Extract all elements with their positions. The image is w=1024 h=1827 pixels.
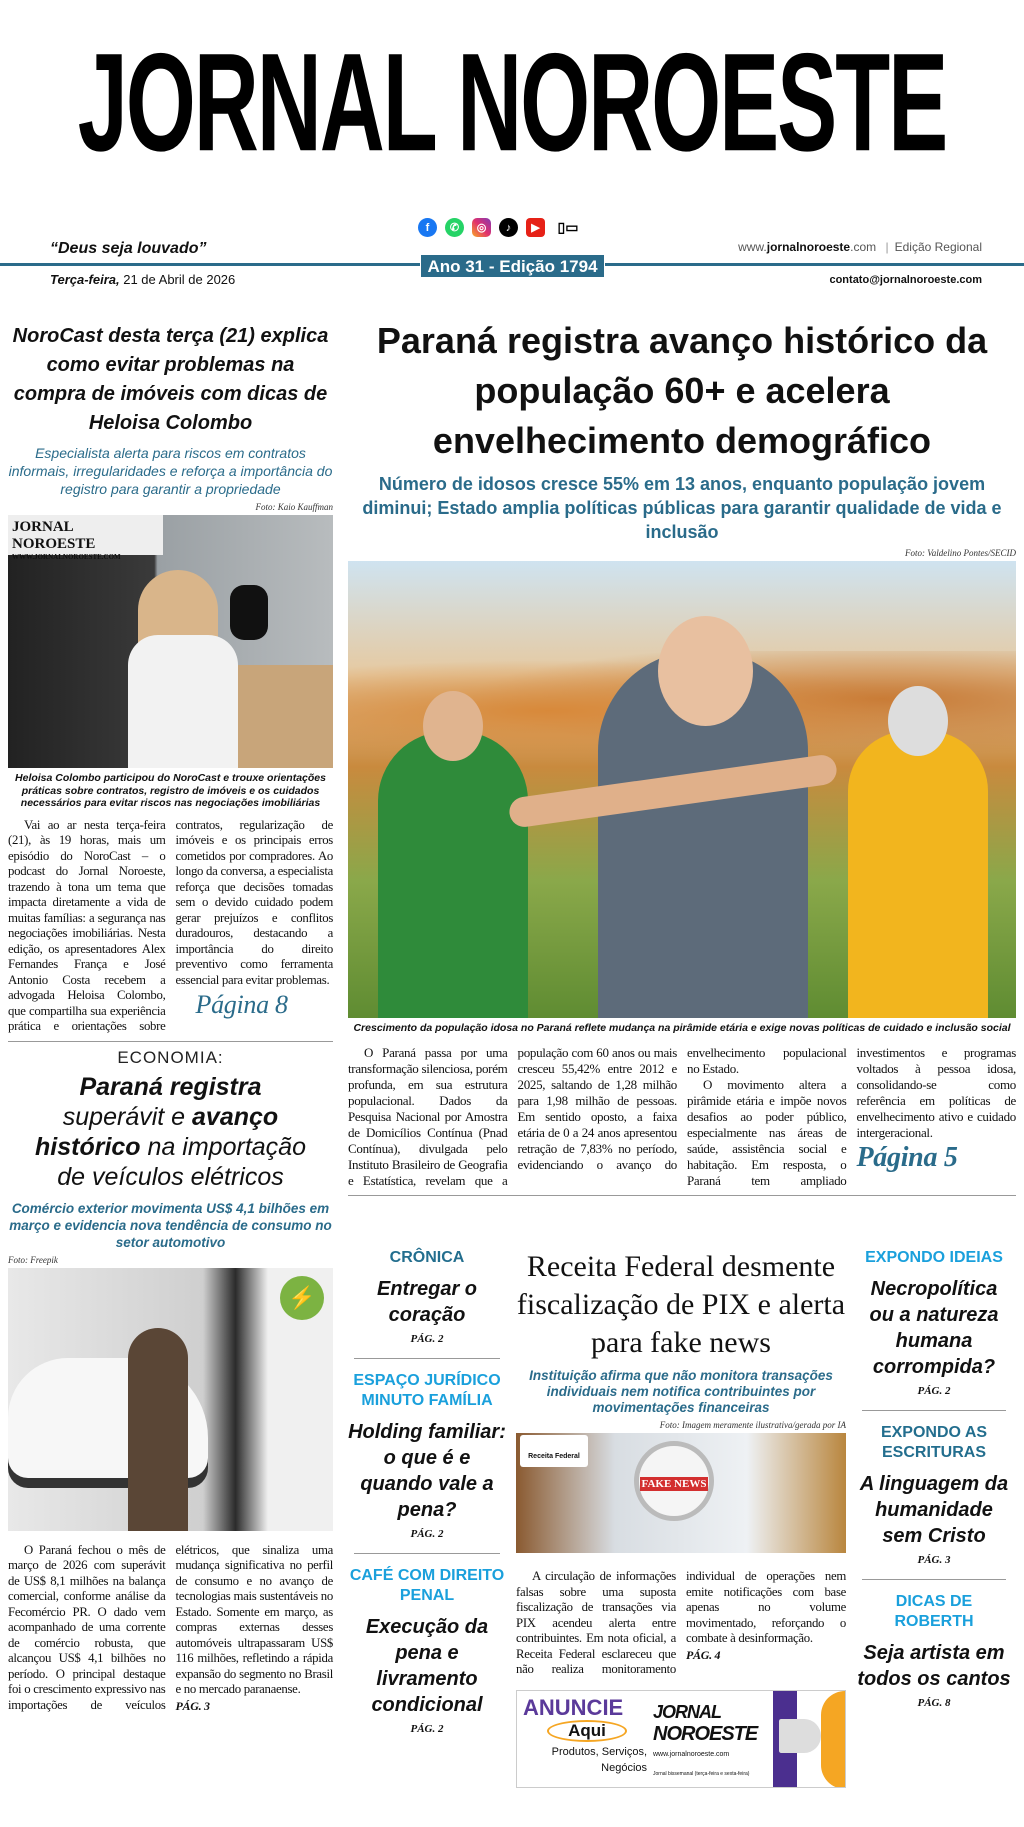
ad-line1: Produtos, Serviços,	[551, 1745, 647, 1758]
devices-icon: ▯▭	[557, 219, 579, 235]
desk	[238, 665, 333, 768]
guest-shirt	[128, 635, 238, 768]
teaser-title[interactable]: Holding familiar: o que é e quando vale a pena?	[348, 1421, 506, 1521]
divider	[8, 1041, 333, 1042]
photo-sign-title: JORNAL NOROESTE	[12, 519, 96, 552]
teaser-title[interactable]: Seja artista em todos os cantos	[857, 1642, 1011, 1690]
receita-headline[interactable]: Receita Federal desmente fiscalização de PIX e alerta para fake news	[516, 1250, 846, 1359]
economia-photo-credit: Foto: Freepik	[8, 1254, 58, 1265]
section-label: DICAS DE ROBERTH	[894, 1593, 974, 1630]
teaser-page[interactable]: PÁG. 8	[917, 1697, 951, 1709]
date-line	[50, 272, 235, 287]
column-left-teasers	[348, 1248, 506, 1736]
website-prefix: www.	[738, 240, 767, 254]
main-story	[348, 316, 1016, 1196]
headline-part: avanço	[192, 1102, 279, 1131]
photo-sign-url: WWW.JORNALNOROESTE.COM	[12, 553, 121, 561]
economia-page-link[interactable]: PÁG. 3	[175, 1698, 210, 1713]
norocast-photo-credit: Foto: Kaio Kauffman	[255, 502, 333, 512]
teaser-page[interactable]: PÁG. 2	[410, 1528, 444, 1540]
economia-photo	[8, 1268, 333, 1531]
head	[888, 686, 948, 756]
ad-brand	[653, 1701, 757, 1745]
receita-subhead: Instituição afirma que não monitora transações individuais nem notifica contribuintes por movimentações financeiras	[529, 1368, 833, 1415]
main-body-text: O Paraná passa por uma transformação silenciosa, porém profunda, em sua estrutura populacional. Dados da Pesquisa Nacional por Amostra de Domicílios Contínua (Pnad Contínua), divulgada pelo Instituto Brasileiro de Geografia e Estatística, revelam que a população com 60 anos ou mais cresceu 55,42% entre 2012 e 2025, saltando de 1,28 milhão para 1,98 milhão de pessoas. Em sentido oposto, a faixa etária de 0 a 24 anos apresentou retração de 7,83% no período, evidenciando o avanço do envelhecimento populacional no Estado.	[348, 1044, 847, 1188]
ad-url: www.jornalnoroeste.com	[653, 1750, 730, 1758]
divider	[354, 1553, 500, 1554]
megaphone-icon	[779, 1719, 821, 1753]
main-headline[interactable]: Paraná registra avanço histórico da população 60+ e acelera envelhecimento demográfico	[376, 320, 988, 461]
economia-subhead: Comércio exterior movimenta US$ 4,1 bilhões em março e evidencia nova tendência de consumo no setor automotivo	[9, 1200, 332, 1250]
ad-accent	[821, 1691, 845, 1788]
teaser-page[interactable]: PÁG. 2	[410, 1723, 444, 1735]
head	[423, 691, 483, 761]
norocast-body-text: Vai ao ar nesta terça-feira (21), às 19 horas, mais um episódio do NoroCast – o podcast do Jornal Noroeste, trazendo à tona um tema que impacta diretamente a vida de muitas famílias: a segurança nas negociações imobiliárias. Nesta edição, os apresentadores Alex Fernandes França e José Antonio Costa recebem a advogada Heloisa Colombo, que compartilha sua experiência prática e orientações sobre contratos, regularização de imóveis e os principais erros cometidos por compradores. Ao longo da conversa, a especialista reforça que decisões tomadas sem o devido cuidado podem gerar prejuízos e conflitos duradouros, destacando a importância do direito preventivo como ferramenta essencial para evitar problemas.	[8, 817, 333, 1033]
headline-part: Paraná registra	[79, 1072, 262, 1101]
receita-body-text: A circulação de informações falsas sobre uma suposta fiscalização de transações via PIX acendeu alerta entre contribuintes. Em nota oficial, a Receita Federal esclareceu que não realiza monitoramento individual de operações nem emite notificações com base apenas no volume movimentado, reforçando o combate à desinformação.	[516, 1569, 846, 1676]
main-body-text: O movimento altera a pirâmide etária e impõe novos desafios ao poder público, especialmente nas áreas de saúde, assistência social e habitação. Em resposta, o Paraná tem ampliado investimentos e programas voltados à pessoa idosa, consolidando-se como referência em políticas de envelhecimento ativo e cuidado intergeracional.	[687, 1044, 1016, 1188]
headline-part: superávit e	[62, 1102, 186, 1131]
edition-type: Edição Regional	[894, 240, 982, 254]
norocast-caption: Heloisa Colombo participou do NoroCast e trouxe orientações práticas sobre contratos, registro de imóveis e os cuidados necessários para evitar riscos nas negociações imobiliárias	[15, 772, 326, 809]
teaser-title[interactable]: A linguagem da humanidade sem Cristo	[859, 1473, 1009, 1547]
divider	[354, 1358, 500, 1359]
separator: |	[885, 240, 889, 254]
economia-body	[8, 1543, 333, 1714]
teaser-title[interactable]: Entregar o coração	[376, 1278, 478, 1326]
left-column	[8, 322, 333, 1714]
advertisement-banner[interactable]	[516, 1690, 846, 1788]
receita-photo	[516, 1433, 846, 1553]
receita-logo: Receita Federal	[520, 1435, 588, 1467]
divider	[862, 1579, 1006, 1580]
ad-line2: Negócios	[601, 1761, 647, 1774]
divider	[348, 1195, 1016, 1196]
teaser-title[interactable]: Necropolítica ou a natureza humana corrompida?	[869, 1278, 999, 1378]
norocast-page-link[interactable]: Página 8	[195, 990, 288, 1019]
instagram-icon[interactable]: ◎	[472, 218, 491, 237]
lower-section	[348, 1248, 1016, 1788]
section-label: EXPONDO IDEIAS	[865, 1249, 1003, 1266]
main-subhead: Número de idosos cresce 55% em 13 anos, enquanto população jovem diminui; Estado amplia políticas públicas para garantir qualidade de vida e inclusão	[362, 474, 1002, 542]
divider	[862, 1410, 1006, 1411]
social-icons	[418, 218, 583, 237]
ad-title: ANUNCIE	[523, 1694, 624, 1720]
headline-part: histórico	[35, 1132, 141, 1161]
norocast-body	[8, 818, 333, 1035]
ad-brand-1: JORNAL	[653, 1701, 722, 1722]
main-caption: Crescimento da população idosa no Paraná reflete mudança na pirâmide etária e exige novas políticas de cuidado e inclusão social	[353, 1022, 1011, 1034]
economia-headline[interactable]	[8, 1072, 333, 1192]
facebook-icon[interactable]: f	[418, 218, 437, 237]
edition-badge: Ano 31 - Edição 1794	[420, 254, 605, 278]
woman-green	[378, 731, 528, 1018]
teaser-page[interactable]: PÁG. 3	[917, 1554, 951, 1566]
whatsapp-icon[interactable]: ✆	[445, 218, 464, 237]
masthead-title: JORNAL NOROESTE	[77, 26, 947, 182]
charging-icon: ⚡	[280, 1276, 324, 1320]
fake-news-stamp: FAKE NEWS	[641, 1478, 707, 1490]
head	[658, 616, 753, 726]
website-name[interactable]: jornalnoroeste	[766, 240, 851, 254]
main-body	[348, 1045, 1016, 1189]
website-line	[738, 240, 982, 254]
date: 21 de Abril de 2026	[123, 272, 236, 287]
section-label: CAFÉ COM DIREITO PENAL	[349, 1567, 505, 1604]
ad-aqui: Aqui	[547, 1720, 627, 1742]
teaser-title[interactable]: Execução da pena e livramento condicional	[365, 1616, 489, 1716]
section-label: ESPAÇO JURÍDICO MINUTO FAMÍLIA	[353, 1372, 501, 1409]
receita-photo-credit: Foto: Imagem meramente ilustrativa/gerada por IA	[659, 1420, 846, 1430]
magnifier-icon	[634, 1441, 714, 1521]
section-label: EXPONDO AS ESCRITURAS	[880, 1424, 988, 1461]
main-page-link[interactable]: Página 5	[856, 1141, 958, 1173]
motto: “Deus seja louvado”	[50, 240, 207, 257]
main-photo	[348, 561, 1016, 1018]
ad-brand-2: NOROESTE	[653, 1722, 758, 1745]
website-suffix: .com	[850, 240, 877, 254]
column-right-teasers	[856, 1248, 1012, 1710]
microphone-icon	[230, 585, 268, 640]
tiktok-icon[interactable]: ♪	[499, 218, 518, 237]
economia-body-text: O Paraná fechou o mês de março de 2026 com superávit de US$ 8,1 milhões na balança comercial, conforme análise da Fecomércio PR. O dado vem acompanhado de uma corrente de comércio robusta, que alcançou US$ 4,1 bilhões no período. O principal destaque foi o crescimento expressivo nas importações de veículos elétricos, que sinaliza uma mudança significativa no perfil de consumo e no avanço de tecnologias mais sustentáveis no Estado. Somente em março, as compras externas desses automóveis ultrapassaram US$ 116 milhões, refletindo a rápida expansão do segmento no Brasil e no mercado paranaense.	[8, 1542, 333, 1712]
youtube-icon[interactable]: ▶	[526, 218, 545, 237]
norocast-photo	[8, 515, 333, 768]
teaser-page[interactable]: PÁG. 2	[917, 1385, 951, 1397]
receita-page-link[interactable]: PÁG. 4	[686, 1647, 721, 1662]
contact-email[interactable]: contato@jornalnoroeste.com	[829, 274, 982, 286]
norocast-subhead: Especialista alerta para riscos em contratos informais, irregularidades e reforça a importância do registro para garantir a propriedade	[8, 445, 333, 497]
headline-part: de veículos elétricos	[57, 1162, 284, 1191]
headline-part: na importação	[147, 1132, 306, 1161]
ad-tagline: Jornal bissemanal (terça-feira e sexta-feira)	[653, 1770, 750, 1777]
photo-sign	[8, 515, 163, 561]
weekday: Terça-feira,	[50, 272, 120, 287]
woman-yellow	[848, 731, 988, 1018]
economia-kicker: ECONOMIA:	[117, 1047, 224, 1067]
main-photo-credit: Foto: Valdelino Pontes/SECID	[905, 548, 1016, 558]
receita-story	[516, 1248, 846, 1788]
norocast-headline[interactable]: NoroCast desta terça (21) explica como evitar problemas na compra de imóveis com dicas de Heloisa Colombo	[12, 325, 329, 434]
person-figure	[128, 1328, 188, 1531]
section-label: CRÔNICA	[389, 1249, 465, 1266]
receita-body	[516, 1569, 846, 1678]
teaser-page[interactable]: PÁG. 2	[410, 1333, 444, 1345]
